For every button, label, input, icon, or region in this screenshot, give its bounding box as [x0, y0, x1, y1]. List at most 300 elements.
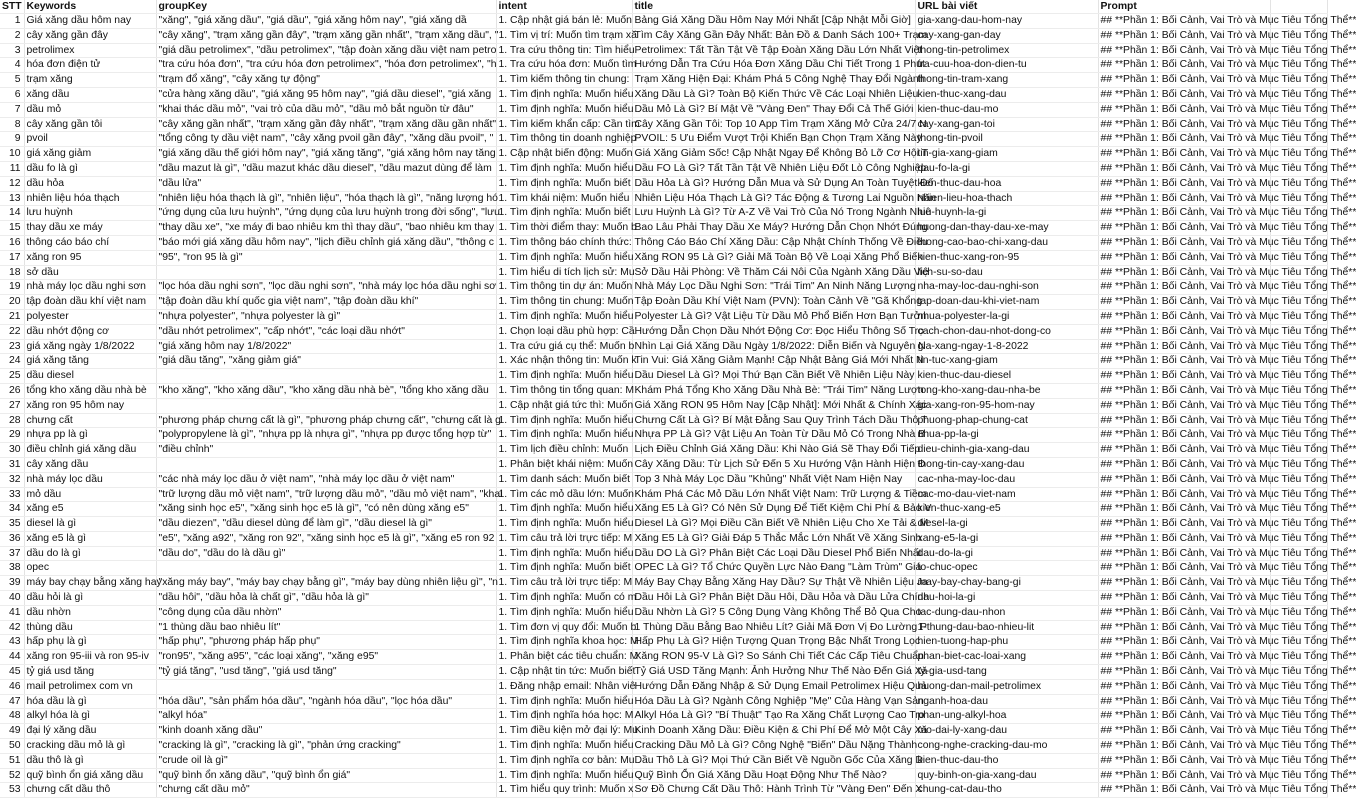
cell-prompt[interactable]: ## **Phần 1: Bối Cảnh, Vai Trò và Mục Tiêu Tổng Thể** — [1098, 14, 1270, 29]
cell-url[interactable]: hien-tuong-hap-phu — [915, 635, 1098, 650]
cell-prompt[interactable]: ## **Phần 1: Bối Cảnh, Vai Trò và Mục Tiêu Tổng Thể** — [1098, 176, 1270, 191]
cell-stt[interactable]: 4 — [0, 58, 24, 73]
cell-stt[interactable]: 20 — [0, 295, 24, 310]
cell-prompt[interactable]: ## **Phần 1: Bối Cảnh, Vai Trò và Mục Tiêu Tổng Thể** — [1098, 161, 1270, 176]
cell-intent[interactable]: 1. Tìm định nghĩa hóa học: M — [496, 709, 632, 724]
cell-prompt[interactable]: ## **Phần 1: Bối Cảnh, Vai Trò và Mục Tiêu Tổng Thể** — [1098, 531, 1270, 546]
cell-title[interactable]: Trạm Xăng Hiện Đại: Khám Phá 5 Công Nghệ Thay Đổi Ngành — [632, 73, 915, 88]
cell-stt[interactable]: 53 — [0, 783, 24, 798]
cell-url[interactable]: dau-hoi-la-gi — [915, 591, 1098, 606]
cell-groupkey[interactable] — [156, 398, 496, 413]
header-stt[interactable]: STT — [0, 0, 24, 14]
cell-prompt[interactable]: ## **Phần 1: Bối Cảnh, Vai Trò và Mục Tiêu Tổng Thể** — [1098, 73, 1270, 88]
cell-intent[interactable]: 1. Tìm khái niệm: Muốn hiểu — [496, 191, 632, 206]
cell-keyword[interactable]: nhựa pp là gì — [24, 428, 156, 443]
cell-prompt[interactable]: ## **Phần 1: Bối Cảnh, Vai Trò và Mục Tiêu Tổng Thể** — [1098, 58, 1270, 73]
cell-url[interactable]: 1-thung-dau-bao-nhieu-lit — [915, 620, 1098, 635]
cell-groupkey[interactable]: "cracking là gì", "cracking là gì", "phản ứng cracking" — [156, 739, 496, 754]
cell-intent[interactable]: 1. Tìm thông báo chính thức: — [496, 235, 632, 250]
cell-stt[interactable]: 2 — [0, 28, 24, 43]
cell-url[interactable]: dau-do-la-gi — [915, 546, 1098, 561]
cell-keyword[interactable]: dầu do là gì — [24, 546, 156, 561]
cell-intent[interactable]: 1. Chọn loại dầu phù hợp: Cầ — [496, 324, 632, 339]
header-groupkey[interactable]: groupKey — [156, 0, 496, 14]
cell-intent[interactable]: 1. Tìm định nghĩa: Muốn biết — [496, 176, 632, 191]
cell-url[interactable]: cay-xang-gan-day — [915, 28, 1098, 43]
cell-url[interactable]: quy-binh-on-gia-xang-dau — [915, 768, 1098, 783]
cell-title[interactable]: PVOIL: 5 Ưu Điểm Vượt Trội Khiến Bạn Chọn Trạm Xăng Này — [632, 132, 915, 147]
cell-stt[interactable]: 30 — [0, 443, 24, 458]
cell-groupkey[interactable]: "giá xăng hôm nay 1/8/2022" — [156, 339, 496, 354]
cell-title[interactable]: Diesel Là Gì? Mọi Điều Cần Biết Về Nhiên Liệu Cho Xe Tải & M — [632, 517, 915, 532]
cell-groupkey[interactable]: "hóa dầu", "sản phẩm hóa dầu", "ngành hóa dầu", "lọc hóa dầu" — [156, 694, 496, 709]
cell-keyword[interactable]: diesel là gì — [24, 517, 156, 532]
cell-intent[interactable]: 1. Cập nhật tin tức: Muốn biết — [496, 665, 632, 680]
cell-stt[interactable]: 13 — [0, 191, 24, 206]
cell-title[interactable]: Máy Bay Chạy Bằng Xăng Hay Dầu? Sự Thật Về Nhiên Liệu Ja — [632, 576, 915, 591]
cell-prompt[interactable]: ## **Phần 1: Bối Cảnh, Vai Trò và Mục Tiêu Tổng Thể** — [1098, 28, 1270, 43]
cell-title[interactable]: Lịch Điều Chỉnh Giá Xăng Dầu: Khi Nào Giá Sẽ Thay Đổi Tiếp — [632, 443, 915, 458]
cell-stt[interactable]: 9 — [0, 132, 24, 147]
cell-title[interactable]: Polyester Là Gì? Vật Liệu Từ Dầu Mỏ Phổ Biến Hơn Bạn Tưởn — [632, 309, 915, 324]
cell-title[interactable]: Hướng Dẫn Đăng Nhập & Sử Dụng Email Petrolimex Hiệu Quả — [632, 679, 915, 694]
cell-intent[interactable]: 1. Tìm định nghĩa cơ bản: Mu — [496, 753, 632, 768]
cell-stt[interactable]: 16 — [0, 235, 24, 250]
cell-url[interactable]: huong-dan-thay-dau-xe-may — [915, 221, 1098, 236]
cell-prompt[interactable]: ## **Phần 1: Bối Cảnh, Vai Trò và Mục Tiêu Tổng Thể** — [1098, 443, 1270, 458]
cell-keyword[interactable]: hóa đơn điện tử — [24, 58, 156, 73]
cell-title[interactable]: Xăng RON 95 Là Gì? Giải Mã Toàn Bộ Về Loại Xăng Phổ Biến — [632, 250, 915, 265]
cell-groupkey[interactable]: "kho xăng", "kho xăng dầu", "kho xăng dầu nhà bè", "tổng kho xăng dầu — [156, 383, 496, 398]
cell-keyword[interactable]: trạm xăng — [24, 73, 156, 88]
cell-url[interactable]: gia-xang-dau-hom-nay — [915, 14, 1098, 29]
cell-stt[interactable]: 37 — [0, 546, 24, 561]
cell-keyword[interactable]: pvoil — [24, 132, 156, 147]
cell-stt[interactable]: 40 — [0, 591, 24, 606]
cell-stt[interactable]: 51 — [0, 753, 24, 768]
cell-title[interactable]: Bảng Giá Xăng Dầu Hôm Nay Mới Nhất [Cập Nhật Mỗi Giờ] — [632, 14, 915, 29]
header-prompt[interactable]: Prompt — [1098, 0, 1270, 14]
cell-groupkey[interactable]: "nhựa polyester", "nhựa polyester là gì" — [156, 309, 496, 324]
cell-title[interactable]: Lưu Huỳnh Là Gì? Từ A-Z Về Vai Trò Của Nó Trong Ngành Nhiê — [632, 206, 915, 221]
cell-intent[interactable]: 1. Tìm hiểu di tích lịch sử: Mu — [496, 265, 632, 280]
cell-intent[interactable]: 1. Cập nhật biến động: Muốn — [496, 147, 632, 162]
cell-groupkey[interactable]: "tập đoàn dầu khí quốc gia việt nam", "tập đoàn dầu khí" — [156, 295, 496, 310]
cell-title[interactable]: Kinh Doanh Xăng Dầu: Điều Kiện & Chi Phí Để Mở Một Cây Xă — [632, 724, 915, 739]
cell-keyword[interactable]: đại lý xăng dầu — [24, 724, 156, 739]
cell-intent[interactable]: 1. Tra cứu thông tin: Tìm hiểu — [496, 43, 632, 58]
cell-groupkey[interactable]: "alkyl hóa" — [156, 709, 496, 724]
cell-stt[interactable]: 36 — [0, 531, 24, 546]
cell-stt[interactable]: 25 — [0, 369, 24, 384]
cell-groupkey[interactable]: "tra cứu hóa đơn", "tra cứu hóa đơn petrolimex", "hóa đơn petrolimex", "h — [156, 58, 496, 73]
cell-intent[interactable]: 1. Tìm thời điểm thay: Muốn b — [496, 221, 632, 236]
cell-keyword[interactable]: nhà máy lọc dầu nghi sơn — [24, 280, 156, 295]
cell-title[interactable]: Hấp Phụ Là Gì? Hiện Tượng Quan Trọng Bậc Nhất Trong Lọc — [632, 635, 915, 650]
cell-groupkey[interactable]: "dầu mazut là gì", "dầu mazut khác dầu diesel", "dầu mazut dùng để làm — [156, 161, 496, 176]
cell-prompt[interactable]: ## **Phần 1: Bối Cảnh, Vai Trò và Mục Tiêu Tổng Thể** — [1098, 768, 1270, 783]
cell-groupkey[interactable]: "cửa hàng xăng dầu", "giá xăng 95 hôm nay", "giá dầu diesel", "giá xăng — [156, 87, 496, 102]
cell-intent[interactable]: 1. Tìm lịch điều chỉnh: Muốn — [496, 443, 632, 458]
cell-intent[interactable]: 1. Tìm định nghĩa: Muốn hiểu — [496, 517, 632, 532]
cell-url[interactable]: kien-thuc-xang-e5 — [915, 502, 1098, 517]
cell-keyword[interactable]: Giá xăng dầu hôm nay — [24, 14, 156, 29]
cell-stt[interactable]: 47 — [0, 694, 24, 709]
cell-url[interactable]: to-chuc-opec — [915, 561, 1098, 576]
cell-stt[interactable]: 45 — [0, 665, 24, 680]
cell-stt[interactable]: 26 — [0, 383, 24, 398]
cell-title[interactable]: Quỹ Bình Ổn Giá Xăng Dầu Hoạt Động Như Thế Nào? — [632, 768, 915, 783]
cell-intent[interactable]: 1. Tìm định nghĩa: Muốn hiểu — [496, 413, 632, 428]
cell-intent[interactable]: 1. Tìm định nghĩa: Muốn hiểu — [496, 739, 632, 754]
cell-url[interactable]: cay-xang-gan-toi — [915, 117, 1098, 132]
header-url[interactable]: URL bài viết — [915, 0, 1098, 14]
cell-prompt[interactable]: ## **Phần 1: Bối Cảnh, Vai Trò và Mục Tiêu Tổng Thể** — [1098, 783, 1270, 798]
cell-stt[interactable]: 32 — [0, 472, 24, 487]
cell-keyword[interactable]: mail petrolimex com vn — [24, 679, 156, 694]
cell-intent[interactable]: 1. Tìm các mỏ dầu lớn: Muốn — [496, 487, 632, 502]
cell-stt[interactable]: 15 — [0, 221, 24, 236]
cell-keyword[interactable]: nhiên liệu hóa thạch — [24, 191, 156, 206]
cell-keyword[interactable]: thay dầu xe máy — [24, 221, 156, 236]
cell-url[interactable]: kien-thuc-xang-dau — [915, 87, 1098, 102]
cell-keyword[interactable]: điều chỉnh giá xăng dầu — [24, 443, 156, 458]
cell-intent[interactable]: 1. Tìm định nghĩa: Muốn hiểu — [496, 502, 632, 517]
cell-keyword[interactable]: giá xăng tăng — [24, 354, 156, 369]
cell-prompt[interactable]: ## **Phần 1: Bối Cảnh, Vai Trò và Mục Tiêu Tổng Thể** — [1098, 605, 1270, 620]
cell-groupkey[interactable]: "khai thác dầu mỏ", "vai trò của dầu mỏ", "dầu mỏ bắt nguồn từ đâu" — [156, 102, 496, 117]
cell-keyword[interactable]: cây xăng dầu — [24, 457, 156, 472]
cell-intent[interactable]: 1. Tìm định nghĩa: Muốn biết — [496, 561, 632, 576]
cell-title[interactable]: Tỷ Giá USD Tăng Mạnh: Ảnh Hưởng Như Thế Nào Đến Giá Xă — [632, 665, 915, 680]
cell-keyword[interactable]: dầu fo là gì — [24, 161, 156, 176]
cell-title[interactable]: Dầu FO Là Gì? Tất Tần Tật Về Nhiên Liệu Đốt Lò Công Nghiệp — [632, 161, 915, 176]
cell-groupkey[interactable]: "trữ lượng dầu mỏ việt nam", "trữ lượng dầu mỏ", "dầu mỏ việt nam", "khai — [156, 487, 496, 502]
cell-url[interactable]: cac-nha-may-loc-dau — [915, 472, 1098, 487]
cell-keyword[interactable]: dầu hỏa — [24, 176, 156, 191]
cell-title[interactable]: Hóa Dầu Là Gì? Ngành Công Nghiệp "Mẹ" Của Hàng Vạn Sản — [632, 694, 915, 709]
cell-keyword[interactable]: cây xăng gần tôi — [24, 117, 156, 132]
cell-groupkey[interactable]: "tỷ giá tăng", "usd tăng", "giá usd tăng" — [156, 665, 496, 680]
header-keywords[interactable]: Keywords — [24, 0, 156, 14]
cell-title[interactable]: Chưng Cất Là Gì? Bí Mật Đằng Sau Quy Trình Tách Dầu Thô T — [632, 413, 915, 428]
cell-stt[interactable]: 18 — [0, 265, 24, 280]
cell-prompt[interactable]: ## **Phần 1: Bối Cảnh, Vai Trò và Mục Tiêu Tổng Thể** — [1098, 117, 1270, 132]
cell-intent[interactable]: 1. Tìm câu trả lời trực tiếp: M — [496, 531, 632, 546]
cell-keyword[interactable]: giá xăng giảm — [24, 147, 156, 162]
cell-groupkey[interactable]: "xăng sinh học e5", "xăng sinh học e5 là gì", "có nên dùng xăng e5" — [156, 502, 496, 517]
cell-url[interactable]: lich-su-so-dau — [915, 265, 1098, 280]
cell-intent[interactable]: 1. Tìm thông tin chung: Muốn — [496, 295, 632, 310]
cell-url[interactable]: tin-gia-xang-giam — [915, 147, 1098, 162]
cell-title[interactable]: Nhiên Liệu Hóa Thạch Là Gì? Tác Động & Tương Lai Nguồn Năn — [632, 191, 915, 206]
cell-prompt[interactable]: ## **Phần 1: Bối Cảnh, Vai Trò và Mục Tiêu Tổng Thể** — [1098, 369, 1270, 384]
cell-intent[interactable]: 1. Tìm định nghĩa: Muốn hiểu — [496, 309, 632, 324]
cell-url[interactable]: gia-xang-ron-95-hom-nay — [915, 398, 1098, 413]
cell-url[interactable]: thong-tin-petrolimex — [915, 43, 1098, 58]
cell-keyword[interactable]: cây xăng gần đây — [24, 28, 156, 43]
cell-stt[interactable]: 43 — [0, 635, 24, 650]
cell-intent[interactable]: 1. Cập nhật giá tức thì: Muốn — [496, 398, 632, 413]
cell-prompt[interactable]: ## **Phần 1: Bối Cảnh, Vai Trò và Mục Tiêu Tổng Thể** — [1098, 694, 1270, 709]
cell-prompt[interactable]: ## **Phần 1: Bối Cảnh, Vai Trò và Mục Tiêu Tổng Thể** — [1098, 354, 1270, 369]
cell-groupkey[interactable]: "dầu do", "dầu do là dầu gì" — [156, 546, 496, 561]
cell-groupkey[interactable]: "xăng máy bay", "máy bay chạy bằng gì", "máy bay dùng nhiên liệu gì", "n — [156, 576, 496, 591]
cell-prompt[interactable]: ## **Phần 1: Bối Cảnh, Vai Trò và Mục Tiêu Tổng Thể** — [1098, 413, 1270, 428]
cell-title[interactable]: Nhựa PP Là Gì? Vật Liệu An Toàn Từ Dầu Mỏ Có Trong Nhà B — [632, 428, 915, 443]
cell-groupkey[interactable]: "polypropylene là gì", "nhựa pp là nhựa gì", "nhựa pp được tổng hợp từ" — [156, 428, 496, 443]
cell-stt[interactable]: 39 — [0, 576, 24, 591]
cell-intent[interactable]: 1. Tìm thông tin tổng quan: M — [496, 383, 632, 398]
cell-prompt[interactable]: ## **Phần 1: Bối Cảnh, Vai Trò và Mục Tiêu Tổng Thể** — [1098, 147, 1270, 162]
cell-prompt[interactable]: ## **Phần 1: Bối Cảnh, Vai Trò và Mục Tiêu Tổng Thể** — [1098, 487, 1270, 502]
cell-intent[interactable]: 1. Tra cứu giá cụ thể: Muốn b — [496, 339, 632, 354]
cell-intent[interactable]: 1. Tìm thông tin doanh nghiệp — [496, 132, 632, 147]
cell-groupkey[interactable]: "ron95", "xăng a95", "các loại xăng", "xăng e95" — [156, 650, 496, 665]
cell-groupkey[interactable]: "ứng dụng của lưu huỳnh", "ứng dụng của lưu huỳnh trong đời sống", "lưu — [156, 206, 496, 221]
cell-prompt[interactable]: ## **Phần 1: Bối Cảnh, Vai Trò và Mục Tiêu Tổng Thể** — [1098, 472, 1270, 487]
cell-stt[interactable]: 22 — [0, 324, 24, 339]
cell-groupkey[interactable]: "phương pháp chưng cất là gì", "phương pháp chưng cất", "chưng cất là g — [156, 413, 496, 428]
cell-url[interactable]: diesel-la-gi — [915, 517, 1098, 532]
cell-prompt[interactable]: ## **Phần 1: Bối Cảnh, Vai Trò và Mục Tiêu Tổng Thể** — [1098, 339, 1270, 354]
cell-url[interactable]: phan-biet-cac-loai-xang — [915, 650, 1098, 665]
cell-groupkey[interactable] — [156, 457, 496, 472]
cell-url[interactable]: tra-cuu-hoa-don-dien-tu — [915, 58, 1098, 73]
cell-title[interactable]: Thông Cáo Báo Chí Xăng Dầu: Cập Nhật Chính Thống Về Điều — [632, 235, 915, 250]
cell-prompt[interactable]: ## **Phần 1: Bối Cảnh, Vai Trò và Mục Tiêu Tổng Thể** — [1098, 650, 1270, 665]
cell-title[interactable]: Hướng Dẫn Chọn Dầu Nhớt Động Cơ: Đọc Hiểu Thông Số Trọ — [632, 324, 915, 339]
cell-title[interactable]: Xăng E5 Là Gì? Có Nên Sử Dụng Để Tiết Kiệm Chi Phí & Bảo V — [632, 502, 915, 517]
cell-prompt[interactable]: ## **Phần 1: Bối Cảnh, Vai Trò và Mục Tiêu Tổng Thể** — [1098, 753, 1270, 768]
cell-title[interactable]: Sở Dầu Hải Phòng: Về Thăm Cái Nôi Của Ngành Xăng Dầu Việ — [632, 265, 915, 280]
cell-url[interactable]: cong-nghe-cracking-dau-mo — [915, 739, 1098, 754]
cell-stt[interactable]: 17 — [0, 250, 24, 265]
cell-intent[interactable]: 1. Tìm định nghĩa khoa học: M — [496, 635, 632, 650]
cell-stt[interactable]: 29 — [0, 428, 24, 443]
cell-intent[interactable]: 1. Xác nhận thông tin: Muốn k — [496, 354, 632, 369]
cell-stt[interactable]: 1 — [0, 14, 24, 29]
cell-keyword[interactable]: nhà máy lọc dầu — [24, 472, 156, 487]
cell-url[interactable]: cach-chon-dau-nhot-dong-co — [915, 324, 1098, 339]
cell-keyword[interactable]: opec — [24, 561, 156, 576]
cell-keyword[interactable]: mỏ dầu — [24, 487, 156, 502]
cell-url[interactable]: tin-tuc-xang-giam — [915, 354, 1098, 369]
cell-url[interactable]: nhua-pp-la-gi — [915, 428, 1098, 443]
cell-intent[interactable]: 1. Tìm đơn vị quy đổi: Muốn b — [496, 620, 632, 635]
cell-keyword[interactable]: petrolimex — [24, 43, 156, 58]
cell-url[interactable]: thong-tin-pvoil — [915, 132, 1098, 147]
cell-intent[interactable]: 1. Tìm định nghĩa: Muốn hiểu — [496, 250, 632, 265]
cell-intent[interactable]: 1. Phân biệt khái niệm: Muốn — [496, 457, 632, 472]
cell-prompt[interactable]: ## **Phần 1: Bối Cảnh, Vai Trò và Mục Tiêu Tổng Thể** — [1098, 724, 1270, 739]
cell-groupkey[interactable] — [156, 369, 496, 384]
cell-intent[interactable]: 1. Tìm định nghĩa: Muốn có m — [496, 591, 632, 606]
cell-intent[interactable]: 1. Tìm định nghĩa: Muốn hiểu — [496, 768, 632, 783]
cell-keyword[interactable]: xăng ron 95 hôm nay — [24, 398, 156, 413]
cell-groupkey[interactable]: "giá dầu tăng", "xăng giảm giá" — [156, 354, 496, 369]
cell-url[interactable]: nha-may-loc-dau-nghi-son — [915, 280, 1098, 295]
cell-url[interactable]: ty-gia-usd-tang — [915, 665, 1098, 680]
cell-prompt[interactable]: ## **Phần 1: Bối Cảnh, Vai Trò và Mục Tiêu Tổng Thể** — [1098, 709, 1270, 724]
cell-groupkey[interactable]: "chưng cất dầu mỏ" — [156, 783, 496, 798]
cell-groupkey[interactable]: "trạm đổ xăng", "cây xăng tự động" — [156, 73, 496, 88]
header-title[interactable]: title — [632, 0, 915, 14]
cell-groupkey[interactable]: "lọc hóa dầu nghi sơn", "lọc dầu nghi sơn", "nhà máy lọc hóa dầu nghi sơ — [156, 280, 496, 295]
cell-keyword[interactable]: xăng e5 — [24, 502, 156, 517]
cell-groupkey[interactable]: "95", "ron 95 là gì" — [156, 250, 496, 265]
cell-keyword[interactable]: polyester — [24, 309, 156, 324]
cell-title[interactable]: Dầu Hỏa Là Gì? Hướng Dẫn Mua và Sử Dụng An Toàn Tuyệt Đố — [632, 176, 915, 191]
cell-intent[interactable]: 1. Đăng nhập email: Nhân viê — [496, 679, 632, 694]
cell-url[interactable]: kien-thuc-dau-hoa — [915, 176, 1098, 191]
cell-stt[interactable]: 24 — [0, 354, 24, 369]
cell-url[interactable]: thong-tin-tram-xang — [915, 73, 1098, 88]
cell-groupkey[interactable] — [156, 679, 496, 694]
cell-stt[interactable]: 27 — [0, 398, 24, 413]
cell-title[interactable]: Xăng E5 Là Gì? Giải Đáp 5 Thắc Mắc Lớn Nhất Về Xăng Sinh — [632, 531, 915, 546]
cell-stt[interactable]: 14 — [0, 206, 24, 221]
cell-keyword[interactable]: dầu thô là gì — [24, 753, 156, 768]
cell-prompt[interactable]: ## **Phần 1: Bối Cảnh, Vai Trò và Mục Tiêu Tổng Thể** — [1098, 635, 1270, 650]
cell-title[interactable]: OPEC Là Gì? Tổ Chức Quyền Lực Nào Đang "Làm Trùm" Giá — [632, 561, 915, 576]
cell-keyword[interactable]: xăng ron 95 — [24, 250, 156, 265]
cell-url[interactable]: nganh-hoa-dau — [915, 694, 1098, 709]
cell-groupkey[interactable]: "điều chỉnh" — [156, 443, 496, 458]
cell-stt[interactable]: 3 — [0, 43, 24, 58]
header-intent[interactable]: intent — [496, 0, 632, 14]
cell-title[interactable]: Khám Phá Tổng Kho Xăng Dầu Nhà Bè: "Trái Tim" Năng Lượn — [632, 383, 915, 398]
cell-stt[interactable]: 33 — [0, 487, 24, 502]
cell-prompt[interactable]: ## **Phần 1: Bối Cảnh, Vai Trò và Mục Tiêu Tổng Thể** — [1098, 132, 1270, 147]
cell-title[interactable]: Hướng Dẫn Tra Cứu Hóa Đơn Xăng Dầu Chi Tiết Trong 1 Phút — [632, 58, 915, 73]
cell-keyword[interactable]: dầu mỏ — [24, 102, 156, 117]
cell-groupkey[interactable]: "công dụng của dầu nhờn" — [156, 605, 496, 620]
cell-keyword[interactable]: xăng e5 là gì — [24, 531, 156, 546]
cell-url[interactable]: phan-ung-alkyl-hoa — [915, 709, 1098, 724]
cell-intent[interactable]: 1. Tìm định nghĩa: Muốn hiểu — [496, 605, 632, 620]
cell-stt[interactable]: 11 — [0, 161, 24, 176]
cell-keyword[interactable]: dầu nhớt động cơ — [24, 324, 156, 339]
cell-prompt[interactable]: ## **Phần 1: Bối Cảnh, Vai Trò và Mục Tiêu Tổng Thể** — [1098, 250, 1270, 265]
cell-prompt[interactable]: ## **Phần 1: Bối Cảnh, Vai Trò và Mục Tiêu Tổng Thể** — [1098, 221, 1270, 236]
cell-title[interactable]: Dầu Diesel Là Gì? Mọi Thứ Bạn Cần Biết Về Nhiên Liệu Này — [632, 369, 915, 384]
cell-prompt[interactable]: ## **Phần 1: Bối Cảnh, Vai Trò và Mục Tiêu Tổng Thể** — [1098, 576, 1270, 591]
cell-prompt[interactable]: ## **Phần 1: Bối Cảnh, Vai Trò và Mục Tiêu Tổng Thể** — [1098, 546, 1270, 561]
cell-intent[interactable]: 1. Tìm định nghĩa: Muốn hiểu — [496, 87, 632, 102]
cell-prompt[interactable]: ## **Phần 1: Bối Cảnh, Vai Trò và Mục Tiêu Tổng Thể** — [1098, 561, 1270, 576]
cell-prompt[interactable]: ## **Phần 1: Bối Cảnh, Vai Trò và Mục Tiêu Tổng Thể** — [1098, 309, 1270, 324]
cell-keyword[interactable]: lưu huỳnh — [24, 206, 156, 221]
cell-groupkey[interactable]: "cây xăng gần nhất", "trạm xăng gần đây nhất", "trạm xăng dầu gần nhất" — [156, 117, 496, 132]
cell-title[interactable]: Top 3 Nhà Máy Lọc Dầu "Khủng" Nhất Việt Nam Hiện Nay — [632, 472, 915, 487]
cell-stt[interactable]: 8 — [0, 117, 24, 132]
cell-intent[interactable]: 1. Tìm định nghĩa: Muốn biết — [496, 206, 632, 221]
cell-title[interactable]: Nhà Máy Lọc Dầu Nghi Sơn: "Trái Tim" An Ninh Năng Lượng — [632, 280, 915, 295]
cell-keyword[interactable]: sở dầu — [24, 265, 156, 280]
cell-groupkey[interactable]: "cây xăng", "trạm xăng gần đây", "trạm xăng gần nhất", "trạm xăng dầu", " — [156, 28, 496, 43]
cell-url[interactable]: thong-cao-bao-chi-xang-dau — [915, 235, 1098, 250]
cell-stt[interactable]: 34 — [0, 502, 24, 517]
cell-title[interactable]: Xăng RON 95-V Là Gì? So Sánh Chi Tiết Các Cấp Tiêu Chuẩn — [632, 650, 915, 665]
cell-prompt[interactable]: ## **Phần 1: Bối Cảnh, Vai Trò và Mục Tiêu Tổng Thể** — [1098, 591, 1270, 606]
cell-keyword[interactable]: tổng kho xăng dầu nhà bè — [24, 383, 156, 398]
cell-groupkey[interactable] — [156, 265, 496, 280]
cell-keyword[interactable]: thông cáo báo chí — [24, 235, 156, 250]
cell-groupkey[interactable]: "tổng công ty dầu việt nam", "cây xăng pvoil gần đây", "xăng dầu pvoil", " — [156, 132, 496, 147]
cell-url[interactable]: chung-cat-dau-tho — [915, 783, 1098, 798]
cell-intent[interactable]: 1. Cập nhật giá bán lẻ: Muốn — [496, 14, 632, 29]
cell-stt[interactable]: 52 — [0, 768, 24, 783]
cell-stt[interactable]: 10 — [0, 147, 24, 162]
cell-url[interactable]: gia-xang-ngay-1-8-2022 — [915, 339, 1098, 354]
cell-keyword[interactable]: xăng ron 95-iii và ron 95-iv — [24, 650, 156, 665]
cell-url[interactable]: tong-kho-xang-dau-nha-be — [915, 383, 1098, 398]
cell-title[interactable]: Tin Vui: Giá Xăng Giảm Mạnh! Cập Nhật Bảng Giá Mới Nhất N — [632, 354, 915, 369]
cell-url[interactable]: xang-e5-la-gi — [915, 531, 1098, 546]
cell-url[interactable]: nhua-polyester-la-gi — [915, 309, 1098, 324]
cell-prompt[interactable]: ## **Phần 1: Bối Cảnh, Vai Trò và Mục Tiêu Tổng Thể** — [1098, 206, 1270, 221]
cell-intent[interactable]: 1. Tìm định nghĩa: Muốn hiểu — [496, 428, 632, 443]
cell-keyword[interactable]: dầu nhờn — [24, 605, 156, 620]
cell-intent[interactable]: 1. Phân biệt các tiêu chuẩn: M — [496, 650, 632, 665]
cell-title[interactable]: Tìm Cây Xăng Gần Đây Nhất: Bản Đồ & Danh Sách 100+ Trạm — [632, 28, 915, 43]
cell-intent[interactable]: 1. Tìm câu trả lời trực tiếp: M — [496, 576, 632, 591]
cell-prompt[interactable]: ## **Phần 1: Bối Cảnh, Vai Trò và Mục Tiêu Tổng Thể** — [1098, 295, 1270, 310]
cell-url[interactable]: dau-fo-la-gi — [915, 161, 1098, 176]
cell-keyword[interactable]: hóa dầu là gì — [24, 694, 156, 709]
cell-intent[interactable]: 1. Tìm định nghĩa: Muốn hiểu — [496, 546, 632, 561]
cell-prompt[interactable]: ## **Phần 1: Bối Cảnh, Vai Trò và Mục Tiêu Tổng Thể** — [1098, 265, 1270, 280]
cell-intent[interactable]: 1. Tìm hiểu quy trình: Muốn x — [496, 783, 632, 798]
cell-title[interactable]: Dầu Thô Là Gì? Mọi Thứ Cần Biết Về Nguồn Gốc Của Xăng D — [632, 753, 915, 768]
cell-url[interactable]: phuong-phap-chung-cat — [915, 413, 1098, 428]
cell-stt[interactable]: 38 — [0, 561, 24, 576]
cell-prompt[interactable]: ## **Phần 1: Bối Cảnh, Vai Trò và Mục Tiêu Tổng Thể** — [1098, 87, 1270, 102]
cell-stt[interactable]: 48 — [0, 709, 24, 724]
cell-stt[interactable]: 21 — [0, 309, 24, 324]
cell-title[interactable]: Dầu Nhờn Là Gì? 5 Công Dụng Vàng Không Thể Bỏ Qua Cho — [632, 605, 915, 620]
cell-prompt[interactable]: ## **Phần 1: Bối Cảnh, Vai Trò và Mục Tiêu Tổng Thể** — [1098, 43, 1270, 58]
cell-stt[interactable]: 5 — [0, 73, 24, 88]
cell-intent[interactable]: 1. Tìm kiếm khẩn cấp: Cần tìm — [496, 117, 632, 132]
cell-title[interactable]: Giá Xăng Giảm Sốc! Cập Nhật Ngay Để Không Bỏ Lỡ Cơ Hội T — [632, 147, 915, 162]
cell-title[interactable]: Dầu DO Là Gì? Phân Biệt Các Loại Dầu Diesel Phổ Biến Nhất — [632, 546, 915, 561]
cell-groupkey[interactable]: "thay dầu xe", "xe máy đi bao nhiêu km thì thay dầu", "bao nhiêu km thay — [156, 221, 496, 236]
cell-stt[interactable]: 49 — [0, 724, 24, 739]
cell-url[interactable]: kien-thuc-xang-ron-95 — [915, 250, 1098, 265]
cell-stt[interactable]: 12 — [0, 176, 24, 191]
cell-prompt[interactable]: ## **Phần 1: Bối Cảnh, Vai Trò và Mục Tiêu Tổng Thể** — [1098, 502, 1270, 517]
cell-groupkey[interactable]: "dầu nhớt petrolimex", "cấp nhớt", "các loại dầu nhớt" — [156, 324, 496, 339]
cell-intent[interactable]: 1. Tìm điều kiện mở đại lý: Mu — [496, 724, 632, 739]
cell-intent[interactable]: 1. Tìm định nghĩa: Muốn hiểu — [496, 694, 632, 709]
cell-intent[interactable]: 1. Tìm thông tin dự án: Muốn — [496, 280, 632, 295]
cell-prompt[interactable]: ## **Phần 1: Bối Cảnh, Vai Trò và Mục Tiêu Tổng Thể** — [1098, 383, 1270, 398]
cell-url[interactable]: mo-dai-ly-xang-dau — [915, 724, 1098, 739]
cell-groupkey[interactable]: "báo mới giá xăng dầu hôm nay", "lịch điều chỉnh giá xăng dầu", "thông c — [156, 235, 496, 250]
cell-intent[interactable]: 1. Tìm định nghĩa: Muốn hiểu — [496, 369, 632, 384]
cell-title[interactable]: Dầu Hôi Là Gì? Phân Biệt Dầu Hôi, Dầu Hỏa và Dầu Lửa Chính — [632, 591, 915, 606]
cell-url[interactable]: kien-thuc-dau-tho — [915, 753, 1098, 768]
cell-intent[interactable]: 1. Tìm kiếm thông tin chung: — [496, 73, 632, 88]
cell-prompt[interactable]: ## **Phần 1: Bối Cảnh, Vai Trò và Mục Tiêu Tổng Thể** — [1098, 457, 1270, 472]
cell-prompt[interactable]: ## **Phần 1: Bối Cảnh, Vai Trò và Mục Tiêu Tổng Thể** — [1098, 428, 1270, 443]
cell-stt[interactable]: 35 — [0, 517, 24, 532]
cell-intent[interactable]: 1. Tìm vị trí: Muốn tìm trạm xă — [496, 28, 632, 43]
cell-url[interactable]: nhien-lieu-hoa-thach — [915, 191, 1098, 206]
cell-prompt[interactable]: ## **Phần 1: Bối Cảnh, Vai Trò và Mục Tiêu Tổng Thể** — [1098, 280, 1270, 295]
